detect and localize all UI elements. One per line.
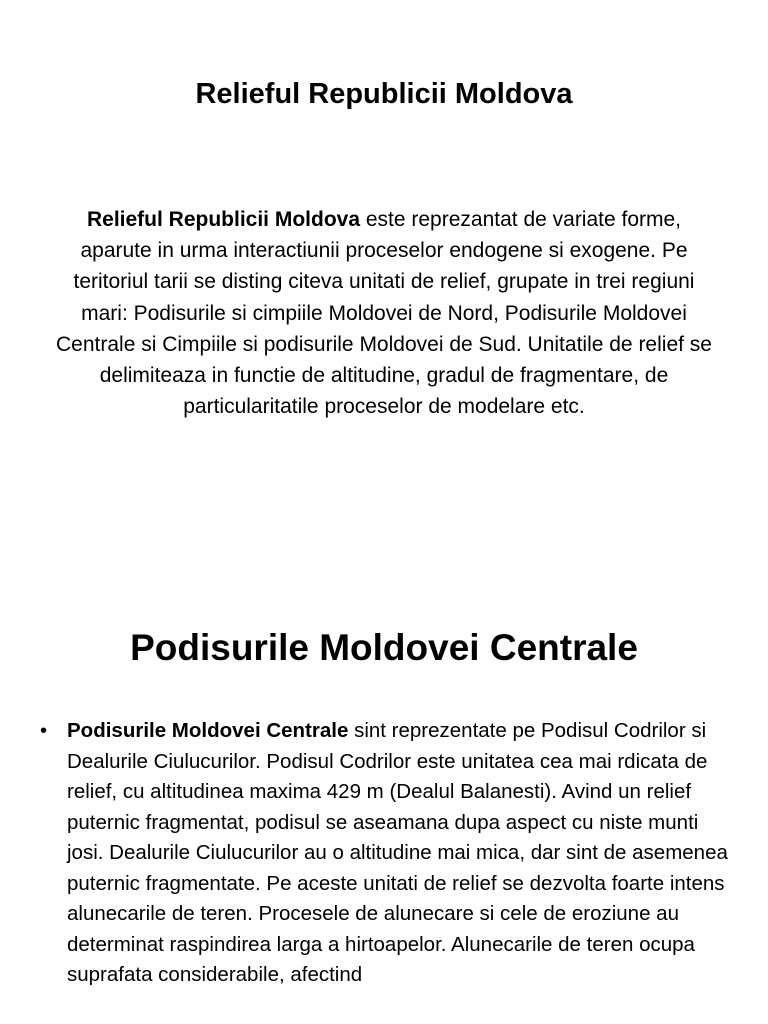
bullet-marker: • (40, 720, 48, 742)
intro-body-text: este reprezantat de variate forme, aparute in urma interactiunii proceselor endogene si exogene. Pe teritoriul tarii se disting citeva unitati de relief, grupate in trei regiuni mari: Podisurile si cimpiile Moldovei de Nord, Podisurile Moldovei Centrale si Cimpiile si podisurile Moldovei de Sud. Unitatile de relief se delimiteaza in functie de altitudine, gradul de fragmentare, de particularitatile proceselor de modelare etc. (56, 208, 712, 419)
bullet-list (40, 716, 730, 991)
slide-central-plateaus (0, 560, 768, 1024)
bullet-bold-term: Podisurile Moldovei Centrale (67, 719, 349, 742)
intro-bold-term: Relieful Republicii Moldova (86, 208, 361, 231)
bullet-item (40, 716, 730, 991)
bullet-body-text: sint reprezentate pe Podisul Codrilor si Dealurile Ciulucurilor. Podisul Codrilor este unitatea cea mai rdicata de relief, cu altitudinea maxima 429 m (Dealul Balanesti). Avind un relief puternic fragmentat, podisul se aseamana dupa aspect cu niste munti josi. Dealurile Ciulucurilor au o altitudine mai mica, dar sint de asemenea puternic fragmentate. Pe aceste unitati de relief se dezvolta foarte intens alunecarile de teren. Procesele de alunecare si cele de eroziune au determinat raspindirea larga a hirtoapelor. Alunecarile de teren ocupa suprafata considerabile, afectind (67, 719, 728, 986)
slide-title: Relieful Republicii Moldova (195, 78, 573, 110)
slide-title: Podisurile Moldovei Centrale (130, 627, 638, 668)
intro-paragraph (52, 204, 716, 422)
